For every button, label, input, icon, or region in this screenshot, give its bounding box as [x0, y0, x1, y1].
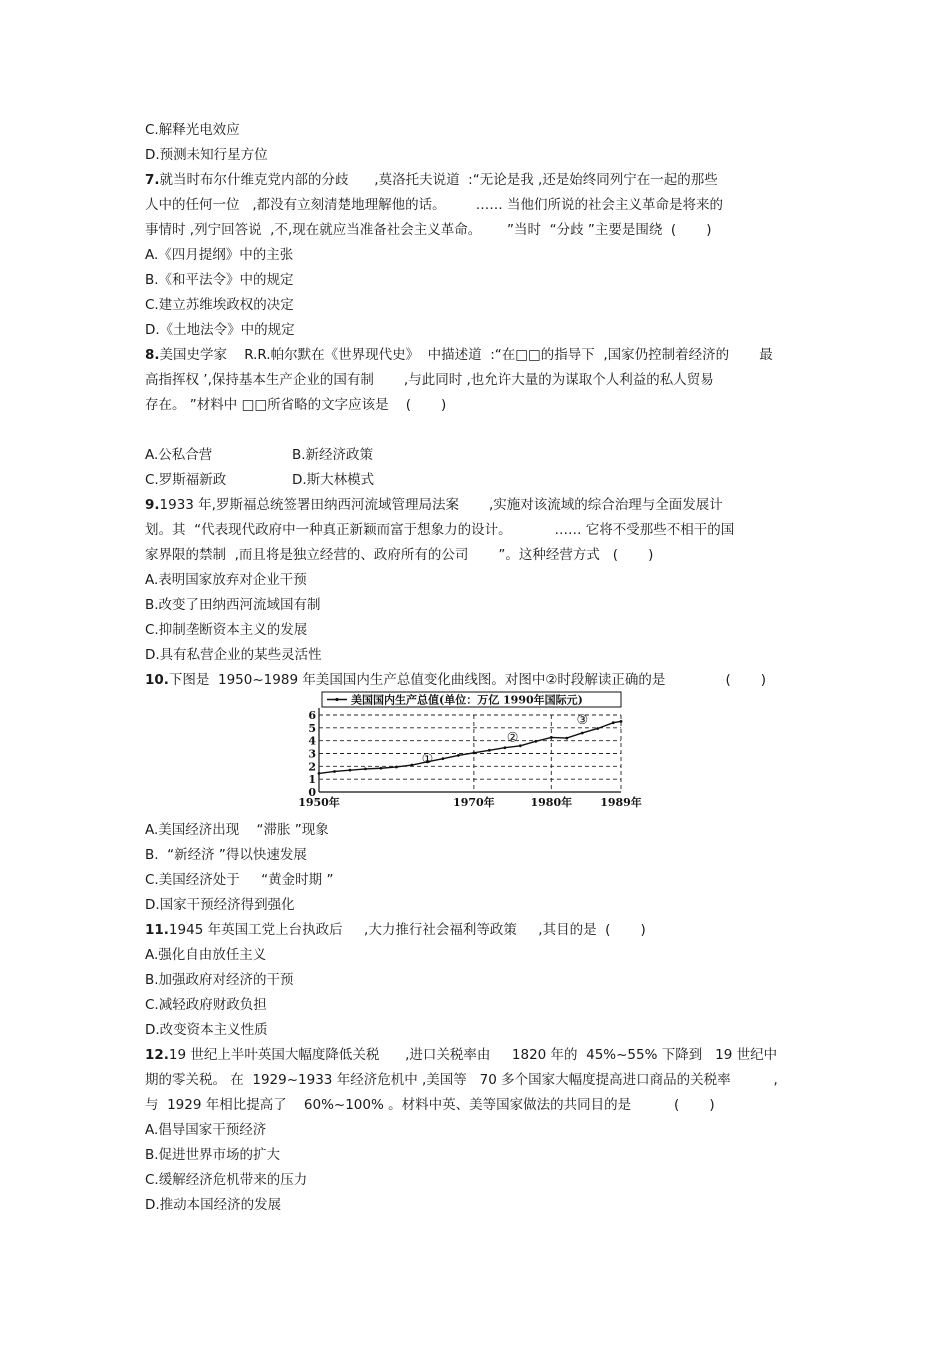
- option-c: C.抑制垄断资本主义的发展: [145, 622, 308, 638]
- question-text: 19 世纪上半叶英国大幅度降低关税 ,进口关税率由 1820 年的 45%~55% 下降到 19 世纪中: [168, 1047, 778, 1063]
- question-9-line-1: [145, 496, 723, 514]
- data-point: [596, 727, 599, 730]
- question-9-line-2: 划。其 “代表现代政府中一种真正新颖而富于想象力的设计。 …… 它将不受那些不相干的国: [145, 522, 735, 538]
- question-number: 9.: [145, 497, 160, 513]
- data-point: [441, 757, 444, 760]
- option-a: A.公私合营: [145, 447, 213, 463]
- chart-legend: [322, 692, 621, 707]
- period-marker: ③: [576, 712, 589, 728]
- option-d: D.斯大林模式: [292, 472, 375, 488]
- y-tick-label: 5: [308, 721, 316, 735]
- question-text: 1945 年英国工党上台执政后 ,大力推行社会福利等政策 ,其目的是 ( ): [168, 922, 646, 938]
- data-point: [457, 754, 460, 757]
- data-point: [380, 767, 383, 770]
- question-number: 10.: [145, 672, 169, 688]
- data-point: [364, 768, 367, 771]
- data-point: [550, 736, 553, 739]
- question-8-line-1: [145, 346, 773, 364]
- question-number: 7.: [145, 172, 160, 188]
- option-a: A.《四月提纲》中的主张: [145, 247, 294, 263]
- question-7-line-2: 人中的任何一位 ,都没有立刻清楚地理解他的话。 …… 当他们所说的社会主义革命是将来的: [145, 197, 723, 213]
- data-point: [565, 737, 568, 740]
- x-tick-label: 1950年: [298, 796, 340, 809]
- question-10-line-1: [145, 671, 766, 689]
- y-tick-label: 0: [308, 786, 316, 799]
- data-point: [519, 744, 522, 747]
- x-tick-label: 1989年: [600, 796, 642, 809]
- option-c: C.缓解经济危机带来的压力: [145, 1172, 308, 1188]
- option-b: B.改变了田纳西河流域国有制: [145, 597, 321, 613]
- data-point: [612, 721, 615, 724]
- option-b: B.《和平法令》中的规定: [145, 272, 294, 288]
- question-number: 11.: [145, 922, 169, 938]
- option-a: A.强化自由放任主义: [145, 947, 267, 963]
- question-12-line-2: 期的零关税。 在 1929~1933 年经济危机中 ,美国等 70 多个国家大幅度提高进口商品的关税率 ,: [145, 1072, 778, 1088]
- data-point: [411, 764, 414, 767]
- period-marker: ②: [506, 730, 519, 746]
- option-c: C.美国经济处于 “黄金时期 ”: [145, 872, 334, 888]
- data-point: [503, 746, 506, 749]
- option-c: C.建立苏维埃政权的决定: [145, 297, 294, 313]
- question-8-line-3: 存在。 ”材料中 □□所省略的文字应该是 ( ): [145, 397, 447, 413]
- question-text: 1933 年,罗斯福总统签署田纳西河流域管理局法案 ,实施对该流域的综合治理与全面发展计: [159, 497, 723, 513]
- question-9-line-3: 家界限的禁制 ,而且将是独立经营的、政府所有的公司 ”。这种经营方式 ( ): [145, 547, 654, 563]
- y-tick-label: 6: [308, 709, 316, 722]
- x-tick-label: 1980年: [530, 796, 573, 809]
- option-a: A.美国经济出现 “滞胀 ”现象: [145, 822, 329, 838]
- question-8-line-2: 高指挥权 ’,保持基本生产企业的国有制 ,与此同时 ,也允许大量的为谋取个人利益的私人贸易: [145, 372, 714, 388]
- gdp-line-chart: [298, 690, 650, 814]
- option-a: A.倡导国家干预经济: [145, 1122, 267, 1138]
- option-b: B.新经济政策: [292, 447, 374, 463]
- option-d: D.预测未知行星方位: [145, 147, 268, 163]
- y-tick-label: 3: [308, 747, 316, 761]
- legend-label: 美国国内生产总值(单位：万亿 1990年国际元): [351, 693, 583, 707]
- data-point: [472, 751, 475, 754]
- option-b: B.促进世界市场的扩大: [145, 1147, 281, 1163]
- question-text: 下图是 1950~1989 年美国国内生产总值变化曲线图。对图中②时段解读正确的是 ( ): [168, 672, 767, 688]
- data-point: [395, 766, 398, 769]
- legend-marker: [335, 698, 338, 701]
- x-tick-label: 1970年: [453, 796, 495, 809]
- option-c: C.罗斯福新政: [145, 472, 227, 488]
- question-number: 12.: [145, 1047, 169, 1063]
- y-tick-label: 2: [308, 760, 316, 774]
- question-7-line-1: [145, 171, 718, 189]
- data-point: [349, 769, 352, 772]
- option-d: D.具有私营企业的某些灵活性: [145, 647, 322, 663]
- y-axis-ticks: [308, 709, 316, 799]
- question-text: 美国史学家 R.R.帕尔默在《世界现代史》 中描述道 :“在□□的指导下 ,国家仍控制着经济的 最: [159, 347, 773, 363]
- question-12-line-3: 与 1929 年相比提高了 60%~100% 。材料中英、美等国家做法的共同目的是 ( ): [145, 1097, 715, 1113]
- option-a: A.表明国家放弃对企业干预: [145, 572, 307, 588]
- option-b: B. “新经济 ”得以快速发展: [145, 847, 307, 863]
- data-point: [534, 740, 537, 743]
- data-point: [581, 732, 584, 735]
- y-tick-label: 4: [308, 734, 316, 748]
- x-axis-ticks: [298, 795, 642, 809]
- option-d: D.《土地法令》中的规定: [145, 322, 295, 338]
- data-point: [318, 772, 321, 775]
- y-tick-label: 1: [308, 773, 316, 787]
- question-11-line-1: [145, 921, 646, 939]
- question-12-line-1: [145, 1046, 777, 1064]
- data-point: [620, 720, 623, 723]
- series-line: [319, 721, 621, 773]
- option-d: D.推动本国经济的发展: [145, 1197, 282, 1213]
- option-c: C.减轻政府财政负担: [145, 997, 267, 1013]
- question-number: 8.: [145, 347, 160, 363]
- option-d: D.改变资本主义性质: [145, 1022, 268, 1038]
- question-text: 就当时布尔什维克党内部的分歧 ,莫洛托夫说道 :“无论是我 ,还是始终同列宁在一起的那些: [159, 172, 718, 188]
- chart-annotations: [422, 713, 589, 767]
- option-b: B.加强政府对经济的干预: [145, 972, 294, 988]
- data-point: [333, 770, 336, 773]
- option-d: D.国家干预经济得到强化: [145, 897, 295, 913]
- data-point: [488, 749, 491, 752]
- option-c: C.解释光电效应: [145, 122, 240, 138]
- period-marker: ①: [421, 752, 434, 768]
- question-7-line-3: 事情时 ,列宁回答说 ,不,现在就应当准备社会主义革命。 ”当时 “分歧 ”主要是围绕 ( ): [145, 222, 712, 238]
